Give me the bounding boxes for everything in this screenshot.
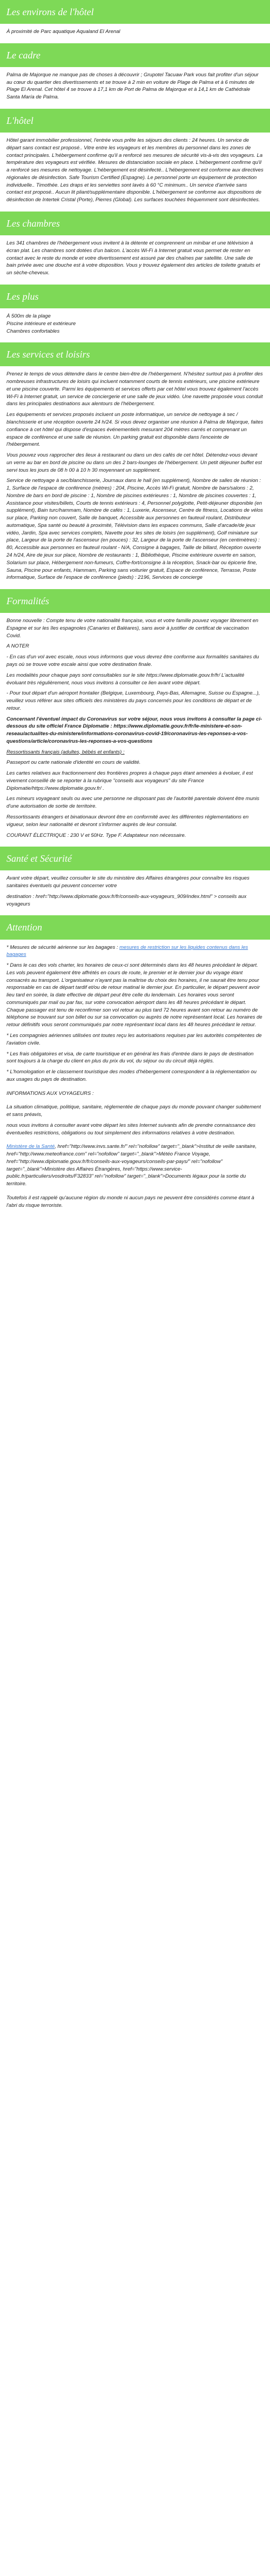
section-title-plus: Les plus (0, 285, 270, 308)
formalites-paragraph: Ressortissants étrangers et binationaux devront être en conformité avec les différentes réglementations en vigueur, selon leur nationalité et devront s'informer auprès de leur consulat. (6, 814, 249, 828)
environs-text: À proximité de Parc aquatique Aqualand El Arenal (6, 29, 120, 35)
infos-links-text: , href="http://www.invs.sante.fr/" rel="nofollow" target="_blank">Institut de veille sanitaire, href="http://www.meteofrance.com" rel="nofollow" target="_blank">Météo France Voyage, href="http://www.diplomatie.gouv.fr/fr/conseils-aux-voyageurs/conseils-par-pays/" rel="nofollow" target="_blank">Ministère des Affaires Étrangères, href="https://www.service-public.fr/particuliers/vosdroits/F32833" rel="nofollow" target="_blank">Documents légaux pour la sortie du territoire. (6, 1144, 257, 1187)
section-attention (0, 915, 270, 1209)
section-plus (0, 285, 270, 335)
section-title-services: Les services et loisirs (0, 342, 270, 366)
section-title-chambres: Les chambres (0, 212, 270, 235)
services-paragraph: Service de nettoyage à sec/blanchisserie, Journaux dans le hall (en supplément), Nombre de salles de réunion : 1, Surface de l'espace de conférence (mètres) : 204, Piscine, Accès Wi-Fi gratuit, Nombre de bars/salons : 2, Nombre de bars en bord de piscine : 1, Nombre de piscines extérieures : 1, Nombre de piscines couvertes : 1, Assistance pour visites/billets, Courts de tennis extérieurs : 4, Personnel polyglotte, Petit-déjeuner disponible (en supplément), Bain turc/hammam, Nombre de cafés : 1, Luxerie, Ascenseur, Centre de fitness, Locations de vélos sur place, Parking non couvert, Salle de banquet, Accessible aux personnes en fauteuil roulant, Distributeur automatique, Spa santé ou beauté à proximité, Télévision dans les espaces communs, Salle d'arcade/de jeux vidéo, Jardin, Spa avec services complets, Navette pour les sites de loisirs (en supplément), Golf miniature sur place, Largeur de la porte de l'ascenseur (en pouces) : 32, Largeur de la porte de l'ascenseur (en centimètres) : 80, Accessible aux personnes en fauteuil roulant - N/A, Consigne à bagages, Taille de billard, Réception ouverte 24 h/24, Aire de jeux sur place, Nombre de restaurants : 1, Bibliothèque, Piscine extérieure ouverte en saison, Solarium sur place, Hébergement non-fumeurs, Coffre-fort/consigne à la réception, Snack-bar ou épicerie fine, Sauna, Piscine pour enfants, Hammam, Parking sans voiturier gratuit, Espace de conférence, Terrasse, Poste informatique, Surface de l'espace de conférence (pieds) : 2196, Services de concierge (6, 478, 263, 581)
sante-paragraph: Avant votre départ, veuillez consulter le site du ministère des Affaires étrangères pour connaître les risques sanitaires éventuels qui peuvent concerner votre (6, 875, 249, 889)
formalites-paragraph: Passeport ou carte nationale d'identité en cours de validité. (6, 759, 141, 766)
formalites-paragraph: Les cartes relatives aux fractionnement des frontières propres à chaque pays étant amenées à évoluer, il est vivement conseillé de se reporter à la rubrique "conseils aux voyageurs" du site France Diplomatie/https://www.diplomatie.gouv.fr/ . (6, 770, 253, 791)
sante-paragraph: destination : href="http://www.diplomatie.gouv.fr/fr/conseils-aux-voyageurs_909/index.html" > conseils aux voyageurs (6, 893, 247, 907)
services-paragraph: Prenez le temps de vous détendre dans le centre bien-être de l'hébergement. N'hésitez surtout pas à profiter des nombreuses infrastructures de loisirs qui incluent notamment courts de tennis extérieurs, une piscine extérieure et une piscine couverte. Parmi les équipements et services offerts par cet hôtel vous trouvez également l'accès Wi-Fi à Internet gratuit, un service de conciergerie et une salle de jeux vidéo. Une navette proposée vous conduit dans les principales destinations aux alentours de l'hébergement. (6, 371, 263, 407)
page (0, 0, 270, 1217)
formalites-paragraph: A NOTER (6, 643, 29, 650)
section-sante (0, 847, 270, 908)
section-title-attention: Attention (0, 915, 270, 939)
section-services (0, 342, 270, 582)
liquid-restrictions-link[interactable]: mesures de restriction sur les liquides contenus dans les bagages (6, 944, 248, 958)
formalites-paragraph: Les mineurs voyageant seuls ou avec une personne ne disposant pas de l'autorité parentale doivent être munis d'une autorisation de sortie de territoire. (6, 796, 260, 810)
section-title-hotel: L'hôtel (0, 109, 270, 133)
list-item: Piscine intérieure et extérieure (6, 320, 76, 327)
section-environs (0, 0, 270, 36)
chambres-text: Les 341 chambres de l'hébergement vous invitent à la détente et comprennent un minibar et une télévision à écran plat. Les chambres sont dotées d'un balcon. L'accès Wi-Fi à Internet gratuit vous permet de rester en contact avec le reste du monde et votre divertissement est assuré par des chaînes par satellite. Une salle de bain privée avec une douche est à votre disposition. Vous y trouvez également des articles de toilette gratuits et un sèche-cheveux. (6, 240, 260, 276)
section-cadre (0, 43, 270, 101)
attention-paragraph: * Les compagnies aériennes utilisées ont toutes reçu les autorisations requises par les autorités compétentes de l'aviation civile. (6, 1032, 262, 1046)
formalites-paragraph: Bonne nouvelle : Compte tenu de votre nationalité française, vous et votre famille pouvez voyager librement en Espagne et sur les îles espagnoles (Canaries et Baléares), sans avoir à justifier de certificat de vaccination Covid. (6, 618, 259, 639)
section-title-formalites: Formalités (0, 589, 270, 613)
infos-title: INFORMATIONS AUX VOYAGEURS : (6, 1090, 94, 1097)
section-title-sante: Santé et Sécurité (0, 847, 270, 870)
formalites-paragraph: Concernant l'éventuel impact du Coronavirus sur votre séjour, nous vous invitons à consulter la page ci-dessous du site officiel France Diplomatie : https://www.diplomatie.gouv.fr/fr/le-ministere-et-son-reseau/actualites-du-ministere/informations-coronavirus-covid-19/coronavirus-les-reponses-a-vos-questions/article/coronavirus-les-reponses-a-vos-questions (6, 716, 262, 744)
attention-lead (6, 944, 264, 959)
cadre-text: Palma de Majorque ne manque pas de choses à découvrir ; Grupotel Tacuaw Park vous fait profiter d'un séjour au cœur du quartier des divertissements et se trouve à 2 min en voiture de Plage de Palma et à 6 minutes de Plage El Arenal. Cet hôtel 4 se trouve à 17,1 km de Port de Palma de Majorque et à 14,1 km de Cathédrale Santa María de Palma. (6, 71, 259, 101)
hotel-text: Hôtel garant immobilier professionnel, l'entrée vous prête les séjours des clients : 24 heures. Un service de départ sans contact est proposé.. Vitre entre les voyageurs et les membres du personnel dans les zones de contact principales. L'hébergement confirme qu'il a renforcé ses mesures de sécurité vis-à-vis des voyageurs. La température des voyageurs est vérifiée. Mesures de distanciation sociale en place. L'hébergement confirme qu'il a renforcé ses mesures de nettoyage. L'hébergement est désinfecté.. L'hébergement est conforme aux directives régionales de désinfection. Safe Tourism Certified (Espagne). Le personnel porte un équipement de protection individuelle.. Timothée. Les draps et les serviettes sont lavés à 60 °C minimum.. Un service d'arrivée sans contact est proposé.. Aucun lit pliant/supplémentaire disponible. L'hébergement se conforme aux dispositions de désinfection de Intertek Cristal (Porte), Pierres (Global). Les surfaces touchées fréquemment sont désinfectées. (6, 137, 264, 203)
section-formalites (0, 589, 270, 839)
infos-paragraph: La situation climatique, politique, sanitaire, réglementée de chaque pays du monde pouvant changer subitement et sans préavis, (6, 1104, 261, 1118)
attention-paragraph: * Les frais obligatoires et visa, de carte touristique et en général les frais d'entrée dans le pays de destination sont toujours à la charge du client en plus du prix du vol, du séjour ou du circuit déjà réglés. (6, 1051, 254, 1065)
attention-paragraph: * L'homologation et le classement touristique des modes d'hébergement correspondent à la réglementation ou aux usages du pays de destination. (6, 1069, 257, 1082)
attention-lead-text: * Mesures de sécurité aérienne sur les bagages : (6, 944, 118, 950)
formalites-paragraph: - Pour tout départ d'un aéroport frontalier (Belgique, Luxembourg, Pays-Bas, Allemagne, Suisse ou Espagne...), veuillez vous référer aux sites officiels des ministères du pays concernés pour les conditions de départ et de retour. (6, 690, 260, 711)
formalites-paragraph: Ressortissants français (adultes, bébés et enfants) : (6, 749, 125, 755)
services-paragraph: Vous pouvez vous rapprocher des lieux à restaurant ou dans un des cafés de cet hôtel. Détendez-vous devant un verre au bar en bord de piscine ou dans un des 2 bars-lounges de l'hébergement. Un petit déjeuner buffet est servi tous les jours de 08 h 00 à 10 h 30 moyennant un supplément. (6, 452, 262, 473)
list-item: À 500m de la plage (6, 313, 51, 320)
sante-ministry-link[interactable]: Ministère de la Santé (6, 1144, 55, 1150)
plus-list (6, 313, 264, 335)
list-item: Chambres confortables (6, 328, 60, 334)
infos-paragraph: nous vous invitons à consulter avant votre départ les sites Internet suivants afin de prendre connaissance des éventuelles restrictions, obligations ou tout simplement des informations relatives à votre destination. (6, 1122, 256, 1136)
section-title-cadre: Le cadre (0, 43, 270, 67)
section-hotel (0, 109, 270, 204)
section-chambres (0, 212, 270, 277)
attention-paragraph: * Dans le cas des vols charter, les horaires de ceux-ci sont déterminés dans les 48 heures précédant le départ. Les vols peuvent également être affrétés en cours de route, le premier et le dernier jour du voyage étant consacrés au transport. L'organisateur n'ayant pas la maîtrise du choix des horaires, il ne saurait être tenu pour responsable en cas de départ tardif et/ou de retour matinal le dernier jour. En particulier, le départ peuvent avoir lieu tard en soirée, la date effective de départ peut être celle du lendemain. Les horaires vous seront communiqués par mail ou par fax, sur votre convocation aéroport dans les 48 heures précédant le départ. Chaque passager est tenu de reconfirmer son vol retour au plus tard 72 heures avant son retour au numéro de téléphone se trouvant sur son billet ou sur sa convocation ou auprès de notre représentant local. Les horaires de retour définitifs vous seront communiqués par notre représentant local dans les 48 heures précédant le retour. (6, 962, 262, 1028)
infos-footer: Toutefois il est rappelé qu'aucune région du monde ni aucun pays ne peuvent être considérés comme étant à l'abri du risque terroriste. (6, 1195, 254, 1208)
formalites-paragraph: Les modalités pour chaque pays sont consultables sur le site https://www.diplomatie.gouv.fr/fr/ L'actualité évoluant très régulièrement, nous vous invitons à consulter ce lien avant votre départ. (6, 672, 245, 686)
infos-links (6, 1143, 264, 1188)
section-title-environs: Les environs de l'hôtel (0, 0, 270, 24)
services-paragraph: Les équipements et services proposés incluent un poste informatique, un service de nettoyage à sec / blanchisserie et une réception ouverte 24 h/24. Si vous devez organiser une réunion à Palma de Majorque, faites confiance à cet hôtel qui dispose d'espaces événementiels mesurant 204 mètres carrés et comprenant un espace de conférence et une salle de réunion. Un parking gratuit est disponible dans l'enceinte de l'hébergement. (6, 412, 264, 448)
formalites-paragraph: COURANT ÉLECTRIQUE : 230 V et 50Hz. Type F. Adaptateur non nécessaire. (6, 832, 186, 838)
formalites-paragraph: - En cas d'un vol avec escale, nous vous informons que vous devrez être conforme aux formalités sanitaires du pays où se trouve votre escale ainsi que votre destination finale. (6, 654, 259, 668)
